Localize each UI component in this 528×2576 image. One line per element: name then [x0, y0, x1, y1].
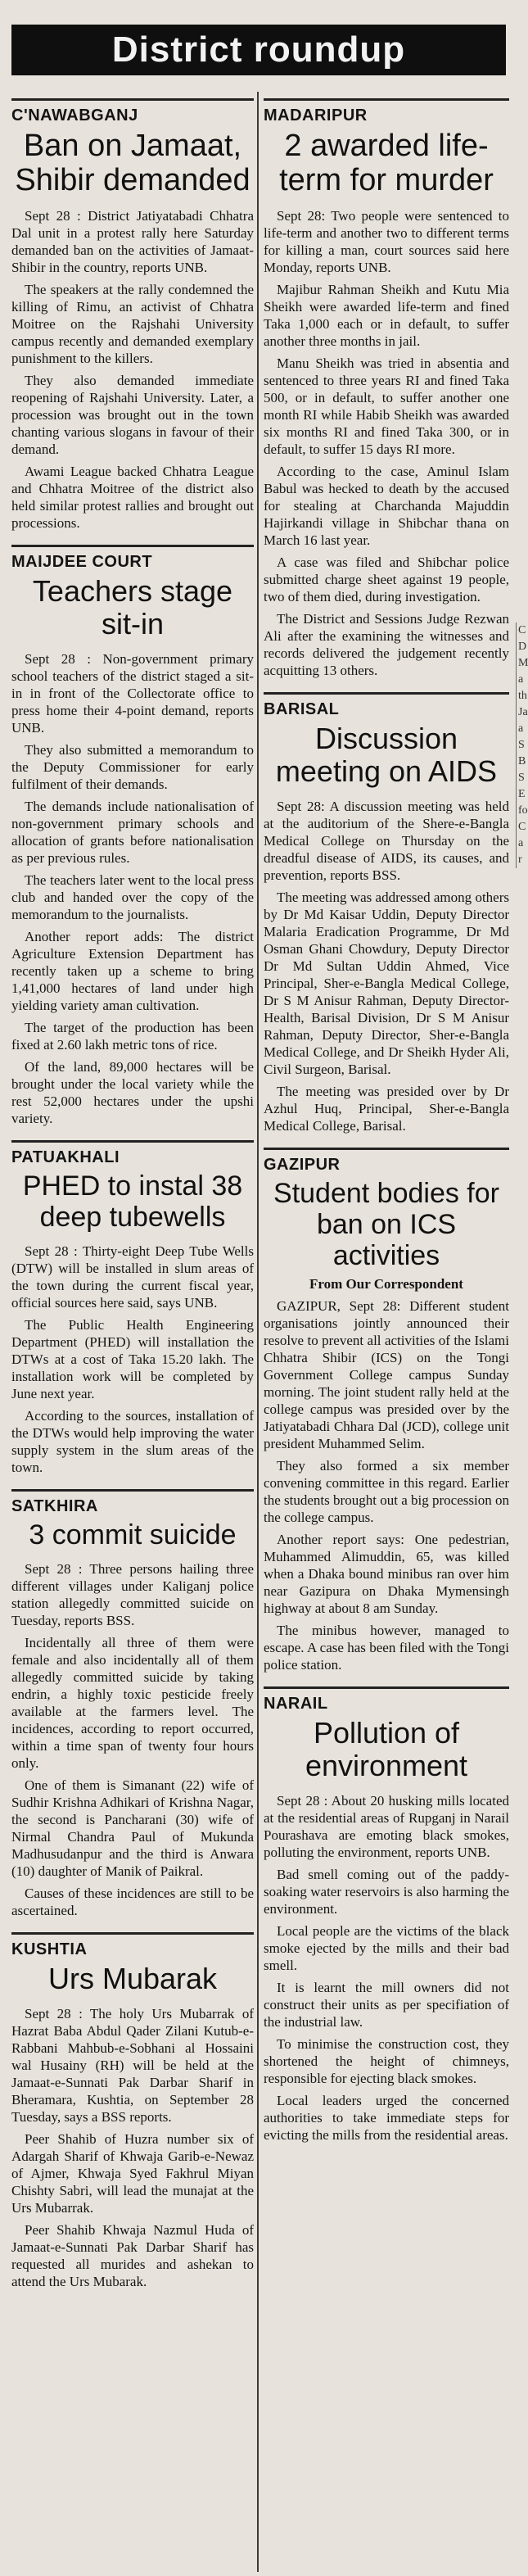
- headline: 2 awarded life-term for murder: [279, 129, 494, 197]
- edge-fragment-letter: C: [516, 819, 526, 835]
- body-paragraph: Another report adds: The district Agriculture Extension Department has recently taken up a scheme to bring 1,41,000 hectares of land under high yielding variety aman cultivation.: [11, 929, 254, 1013]
- body-paragraph: Sept 28 : The holy Urs Mubarrak of Hazrat Baba Abdul Qader Zilani Kutub-e-Rabbani Mahbub-e-Sobhani al Hossaini wal Husainy (RH) will be held at the Jamaat-e-Sunnati Pak Darbar Sharif in Bheramara, Kushtia, on September 28 Tuesday, says a BSS reports.: [11, 2006, 254, 2125]
- kicker-rule: [11, 1489, 254, 1492]
- dateline-kicker: GAZIPUR: [264, 1156, 341, 1174]
- body-paragraph: It is learnt the mill owners did not construct their units as per specifiation of the industrial law.: [264, 1980, 509, 2030]
- column-divider: [257, 92, 259, 2572]
- edge-fragment-letter: S: [516, 737, 526, 754]
- body-paragraph: Peer Shahib of Huzra number six of Adargah Sharif of Khwaja Garib-e-Newaz of Ajmer, Khwaja Syed Fakhrul Miyan Chishty Sabri, will lead the munajat at the Urs Mubarrak.: [11, 2131, 254, 2216]
- edge-fragment-letter: B: [516, 754, 526, 770]
- body-paragraph: The target of the production has been fixed at 2.60 lakh metric tons of rice.: [11, 1020, 254, 1053]
- body-paragraph: Sept 28 : Non-government primary school teachers of the district staged a sit-in in front of the Collectorate office to press home their 4-point demand, reports UNB.: [11, 651, 254, 736]
- edge-fragment-letter: a: [516, 835, 526, 852]
- body-paragraph: The meeting was addressed among others by Dr Md Kaisar Uddin, Deputy Director Malaria Eradication Programme, Dr Md Osman Ghani Chowdury, Deputy Director Dr Md Sultan Uddin Ahmed, Vice Principal, Sher-e-Bangla Medical College, Dr S M Anisur Rahman, Deputy Director-Health, Barisal Division, Dr S M Anisur Rahman, Deputy Director, Sher-e-Bangla Medical College, and Dr Sheikh Hyder Ali, Civil Surgeon, Barisal.: [264, 890, 509, 1077]
- body-paragraph: The speakers at the rally condemned the killing of Rimu, an activist of Chhatra Moitree on the Rajshahi University campus recently and demanded exemplary punishment to the killers.: [11, 282, 254, 366]
- byline: From Our Correspondent: [309, 1276, 463, 1292]
- dateline-kicker: PATUAKHALI: [11, 1148, 120, 1166]
- dateline-kicker: C'NAWABGANJ: [11, 106, 138, 124]
- body-paragraph: Sept 28 : District Jatiyatabadi Chhatra Dal unit in a protest rally here Saturday demanded ban on the activities of Jamaat-Shibir in the country, reports UNB.: [11, 208, 254, 275]
- edge-fragment-letter: D: [516, 639, 526, 655]
- headline: PHED to instal 38 deep tubewells: [22, 1170, 243, 1233]
- body-paragraph: They also submitted a memorandum to the Deputy Commissioner for early fulfilment of their demands.: [11, 742, 254, 792]
- body-paragraph: The demands include nationalisation of non-government primary schools and allocation of grants before nationalisation as per previous rules.: [11, 799, 254, 866]
- edge-fragment-letter: a: [516, 672, 526, 688]
- dateline-kicker: NARAIL: [264, 1695, 328, 1713]
- kicker-rule: [11, 98, 254, 101]
- body-paragraph: They also demanded immediate reopening of Rajshahi University. Later, a procession was brought out in the town chanting various slogans in favour of their demand.: [11, 373, 254, 457]
- kicker-rule: [264, 692, 509, 695]
- edge-fragment-letter: r: [516, 852, 526, 868]
- article-c-nawabganj: [11, 98, 254, 532]
- body-paragraph: Sept 28 : About 20 husking mills located at the residential areas of Rupganj in Narail Pourashava are emoting black smokes, polluting the environment, reports UNB.: [264, 1793, 509, 1860]
- edge-fragment-letter: M: [516, 655, 526, 672]
- body-paragraph: Causes of these incidences are still to be ascertained.: [11, 1886, 254, 1918]
- body-paragraph: The District and Sessions Judge Rezwan Ali after the examining the witnesses and records delivered the judgement recently acquitting 13 others.: [264, 611, 509, 678]
- body-paragraph: According to the sources, installation of the DTWs would help improving the water supply system in the slum areas of the town.: [11, 1408, 254, 1475]
- article-madaripur: [264, 98, 509, 679]
- edge-fragment-letter: S: [516, 770, 526, 786]
- body-paragraph: Manu Sheikh was tried in absentia and sentenced to three years RI and fined Taka 500, or in default, to suffer another one month RI while Habib Sheikh was awarded six months RI and fined Taka 300, or in default, to suffer 15 days RI more.: [264, 355, 509, 457]
- body-paragraph: Sept 28: Two people were sentenced to life-term and another two to different terms for killing a man, court sources said here Monday, reports UNB.: [264, 208, 509, 275]
- article-narail: [264, 1686, 509, 2144]
- body-paragraph: GAZIPUR, Sept 28: Different student organisations jointly announced their resolve to prevent all activities of the Islami Chhatra Shibir (ICS) on the Tongi Government College campus Sunday morning. The joint student rally held at the college campus was presided over by the Jatiyatabadi Chhara Dal (JCD), college unit president Muhammed Selim.: [264, 1298, 509, 1451]
- article-barisal: [264, 692, 509, 1134]
- edge-fragment-letter: Ja: [516, 704, 526, 721]
- body-paragraph: Sept 28 : Three persons hailing three different villages under Kaliganj police station allegedly committed suicide on Tuesday, reports BSS.: [11, 1561, 254, 1628]
- dateline-kicker: BARISAL: [264, 700, 340, 718]
- adjacent-page-fragment: [516, 622, 526, 1196]
- body-paragraph: Sept 28: A discussion meeting was held at the auditorium of the Shere-e-Bangla Medical College on Thursday on the dreadful disease of AIDS, its causes, and prevention, reports BSS.: [264, 799, 509, 883]
- body-paragraph: Local leaders urged the concerned authorities to take immediate steps for evicting the mills from the residential areas.: [264, 2093, 509, 2143]
- body-paragraph: They also formed a six member convening committee in this regard. Earlier the students brought out a big procession on the college campus.: [264, 1458, 509, 1525]
- body-paragraph: Local people are the victims of the black smoke ejected by the mills and their bad smell.: [264, 1923, 509, 1973]
- body-paragraph: Awami League backed Chhatra League and Chhatra Moitree of the district also held similar protest rallies and brought out processions.: [11, 464, 254, 531]
- body-paragraph: Another report says: One pedestrian, Muhammed Alimuddin, 65, was killed when a Dhaka bound minibus ran over him near Gazipura on Dhaka Mymensingh highway at about 8 am Sunday.: [264, 1532, 509, 1616]
- body-paragraph: The minibus however, managed to escape. A case has been filed with the Tongi police station.: [264, 1623, 509, 1673]
- body-paragraph: According to the case, Aminul Islam Babul was hecked to death by the accused for stealing at Charchanda Majuddin Hajirkandi village in Shibchar thana on March 16 last year.: [264, 464, 509, 548]
- body-paragraph: Bad smell coming out of the paddy-soaking water reservoirs is also harming the environment.: [264, 1867, 509, 1917]
- edge-fragment-letter: C: [516, 622, 526, 639]
- body-paragraph: Of the land, 89,000 hectares will be brought under the local variety while the rest 52,000 hectares under the upshi variety.: [11, 1059, 254, 1126]
- right-column: [264, 98, 509, 2572]
- headline: Teachers stage sit-in: [32, 574, 233, 641]
- kicker-rule: [11, 545, 254, 547]
- article-satkhira: [11, 1489, 254, 1919]
- body-paragraph: Incidentally all three of them were female and also incidentally all of them allegedly committed suicide by taking endrin, a highly toxic pesticide freely available at the farmers level. The incidences, according to report occurred, within a time span of twenty four hours only.: [11, 1635, 254, 1771]
- edge-fragment-letter: th: [516, 688, 526, 704]
- kicker-rule: [264, 98, 509, 101]
- edge-fragment-letter: fo: [516, 803, 526, 819]
- body-paragraph: Sept 28 : Thirty-eight Deep Tube Wells (DTW) will be installed in slum areas of the town during the current fiscal year, official sources here said, says UNB.: [11, 1243, 254, 1311]
- body-paragraph: A case was filed and Shibchar police submitted charge sheet against 19 people, two of them died, during investigation.: [264, 555, 509, 604]
- article-patuakhali: [11, 1140, 254, 1476]
- banner: [11, 25, 506, 75]
- headline: Discussion meeting on AIDS: [275, 722, 498, 788]
- kicker-rule: [11, 1140, 254, 1143]
- body-paragraph: The Public Health Engineering Department (PHED) will installation the DTWs at a cost of Taka 15.20 lakh. The installation work will be completed by June next year.: [11, 1317, 254, 1401]
- dateline-kicker: MAIJDEE COURT: [11, 553, 153, 571]
- headline: Urs Mubarak: [47, 1962, 218, 1995]
- body-paragraph: To minimise the construction cost, they shortened the height of chimneys, responsible for ejecting black smokes.: [264, 2036, 509, 2086]
- headline: 3 commit suicide: [29, 1519, 237, 1551]
- section-title: District roundup: [111, 29, 406, 70]
- headline: Student bodies for ban on ICS activities: [273, 1178, 499, 1271]
- edge-fragment-letter: E: [516, 786, 526, 803]
- article-gazipur: [264, 1148, 509, 1673]
- dateline-kicker: SATKHIRA: [11, 1497, 98, 1515]
- dateline-kicker: KUSHTIA: [11, 1940, 88, 1958]
- left-column: [11, 98, 254, 2572]
- headline: Pollution of environment: [305, 1716, 468, 1782]
- body-paragraph: Majibur Rahman Sheikh and Kutu Mia Sheikh were awarded life-term and fined Taka 1,000 each or in default, to suffer another three months in jail.: [264, 282, 509, 349]
- body-paragraph: The teachers later went to the local press club and handed over the copy of the memorandum to the journalists.: [11, 872, 254, 922]
- article-kushtia: [11, 1932, 254, 2290]
- dateline-kicker: MADARIPUR: [264, 106, 368, 124]
- kicker-rule: [11, 1932, 254, 1935]
- edge-fragment-letter: a: [516, 721, 526, 737]
- article-maijdee-court: [11, 545, 254, 1127]
- body-paragraph: One of them is Simanant (22) wife of Sudhir Krishna Adhikari of Krishna Nagar, the second is Pancharani (30) wife of Nirmal Chandra Paul of Mukunda Madhusudanpur and the third is Anwara (10) daughter of Manik of Paikral.: [11, 1777, 254, 1879]
- headline: Ban on Jamaat, Shibir demanded: [15, 129, 250, 197]
- body-paragraph: The meeting was presided over by Dr Azhul Huq, Principal, Sher-e-Bangla Medical College, Barisal.: [264, 1084, 509, 1134]
- kicker-rule: [264, 1148, 509, 1150]
- kicker-rule: [264, 1686, 509, 1689]
- body-paragraph: Peer Shahib Khwaja Nazmul Huda of Jamaat-e-Sunnati Pak Darbar Sharif has requested all murides and ashekan to attend the Urs Mubarak.: [11, 2222, 254, 2289]
